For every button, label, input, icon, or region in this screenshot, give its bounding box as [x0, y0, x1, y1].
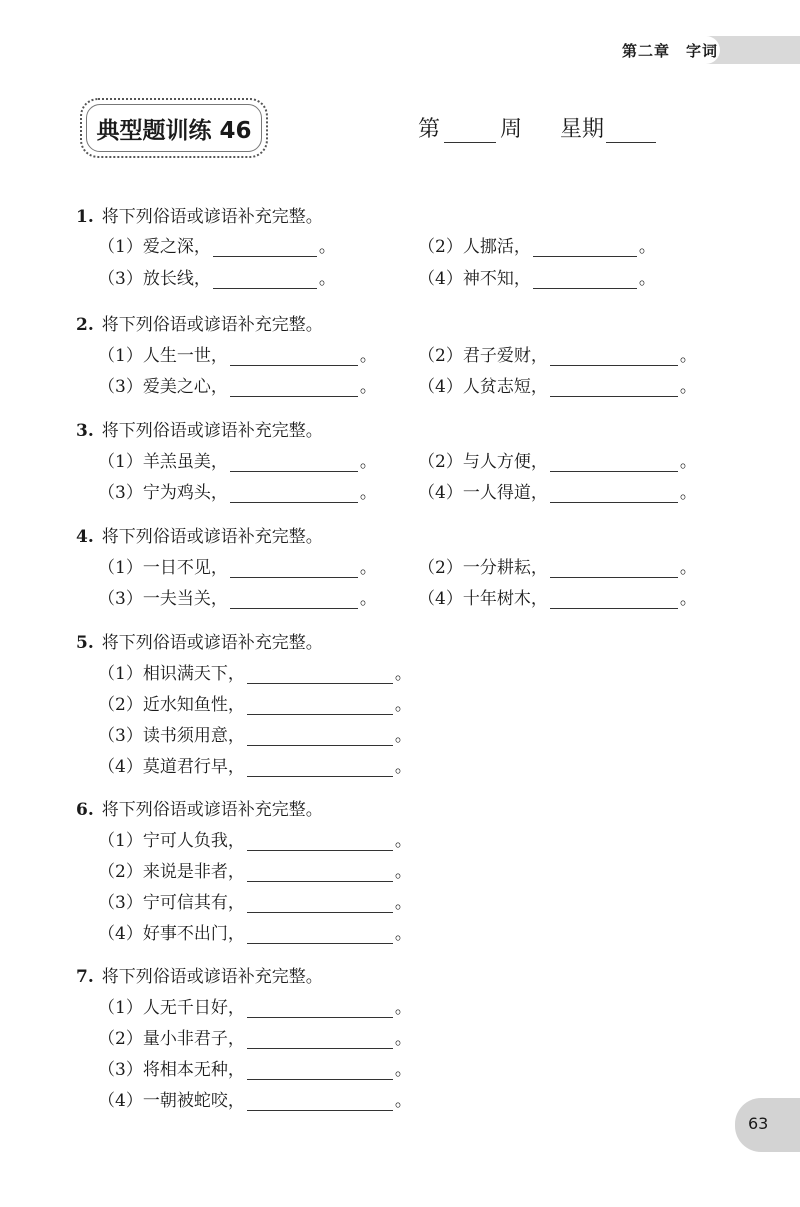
question-1-item-1: （1）爱之深， 。	[98, 237, 336, 257]
question-1-item-4: （4）神不知， 。	[418, 269, 656, 289]
question-4-heading: 4. 将下列俗语或谚语补充完整。	[76, 527, 323, 547]
answer-blank[interactable]	[230, 453, 358, 472]
answer-blank[interactable]	[247, 999, 393, 1018]
question-7-item-1: （1）人无千日好， 。	[98, 998, 412, 1018]
question-6-item-2: （2）来说是非者， 。	[98, 862, 412, 882]
question-3-heading: 3. 将下列俗语或谚语补充完整。	[76, 421, 323, 441]
question-5-item-2: （2）近水知鱼性， 。	[98, 695, 412, 715]
question-6-item-1: （1）宁可人负我， 。	[98, 831, 412, 851]
answer-blank[interactable]	[213, 270, 317, 289]
question-6-item-3: （3）宁可信其有， 。	[98, 893, 412, 913]
question-2-item-3: （3）爱美之心， 。	[98, 377, 377, 397]
question-3-item-3: （3）宁为鸡头， 。	[98, 483, 377, 503]
question-7-item-3: （3）将相本无种， 。	[98, 1060, 412, 1080]
answer-blank[interactable]	[230, 347, 358, 366]
week-blank[interactable]	[444, 120, 496, 143]
chapter-header: 第二章 字词	[622, 42, 719, 60]
answer-blank[interactable]	[247, 758, 393, 777]
answer-blank[interactable]	[247, 727, 393, 746]
question-3-item-2: （2）与人方便， 。	[418, 452, 697, 472]
question-5-item-1: （1）相识满天下， 。	[98, 664, 412, 684]
question-7-item-4: （4）一朝被蛇咬， 。	[98, 1091, 412, 1111]
answer-blank[interactable]	[533, 270, 637, 289]
weekday-label: 星期	[560, 117, 605, 142]
answer-blank[interactable]	[550, 559, 678, 578]
weekday-blank[interactable]	[606, 120, 656, 143]
answer-blank[interactable]	[230, 484, 358, 503]
question-1-item-3: （3）放长线， 。	[98, 269, 336, 289]
week-label: 周	[500, 117, 523, 142]
question-6-heading: 6. 将下列俗语或谚语补充完整。	[76, 800, 323, 820]
page-number: 63	[748, 1114, 769, 1133]
question-4-item-4: （4）十年树木， 。	[418, 589, 697, 609]
question-7-heading: 7. 将下列俗语或谚语补充完整。	[76, 967, 323, 987]
answer-blank[interactable]	[550, 347, 678, 366]
answer-blank[interactable]	[247, 832, 393, 851]
question-3-item-4: （4）一人得道， 。	[418, 483, 697, 503]
question-2-item-2: （2）君子爱财， 。	[418, 346, 697, 366]
answer-blank[interactable]	[230, 378, 358, 397]
question-4-item-1: （1）一日不见， 。	[98, 558, 377, 578]
answer-blank[interactable]	[247, 696, 393, 715]
answer-blank[interactable]	[230, 590, 358, 609]
answer-blank[interactable]	[247, 894, 393, 913]
answer-blank[interactable]	[247, 1092, 393, 1111]
answer-blank[interactable]	[247, 925, 393, 944]
answer-blank[interactable]	[550, 453, 678, 472]
answer-blank[interactable]	[550, 590, 678, 609]
question-1-item-2: （2）人挪活， 。	[418, 237, 656, 257]
question-2-item-4: （4）人贫志短， 。	[418, 377, 697, 397]
question-2-heading: 2. 将下列俗语或谚语补充完整。	[76, 315, 323, 335]
answer-blank[interactable]	[230, 559, 358, 578]
question-6-item-4: （4）好事不出门， 。	[98, 924, 412, 944]
week-prefix: 第	[418, 117, 441, 142]
question-4-item-3: （3）一夫当关， 。	[98, 589, 377, 609]
answer-blank[interactable]	[550, 484, 678, 503]
question-3-item-1: （1）羊羔虽美， 。	[98, 452, 377, 472]
answer-blank[interactable]	[247, 1061, 393, 1080]
question-4-item-2: （2）一分耕耘， 。	[418, 558, 697, 578]
answer-blank[interactable]	[533, 238, 637, 257]
title-box-inner	[86, 104, 262, 152]
question-1-heading: 1. 将下列俗语或谚语补充完整。	[76, 207, 323, 227]
answer-blank[interactable]	[550, 378, 678, 397]
title-box	[80, 98, 268, 158]
page-title: 典型题训练 46	[96, 117, 252, 144]
answer-blank[interactable]	[247, 1030, 393, 1049]
question-2-item-1: （1）人生一世， 。	[98, 346, 377, 366]
answer-blank[interactable]	[247, 665, 393, 684]
answer-blank[interactable]	[247, 863, 393, 882]
question-5-item-3: （3）读书须用意， 。	[98, 726, 412, 746]
question-7-item-2: （2）量小非君子， 。	[98, 1029, 412, 1049]
answer-blank[interactable]	[213, 238, 317, 257]
question-5-item-4: （4）莫道君行早， 。	[98, 757, 412, 777]
schedule-line	[418, 112, 656, 143]
question-5-heading: 5. 将下列俗语或谚语补充完整。	[76, 633, 323, 653]
